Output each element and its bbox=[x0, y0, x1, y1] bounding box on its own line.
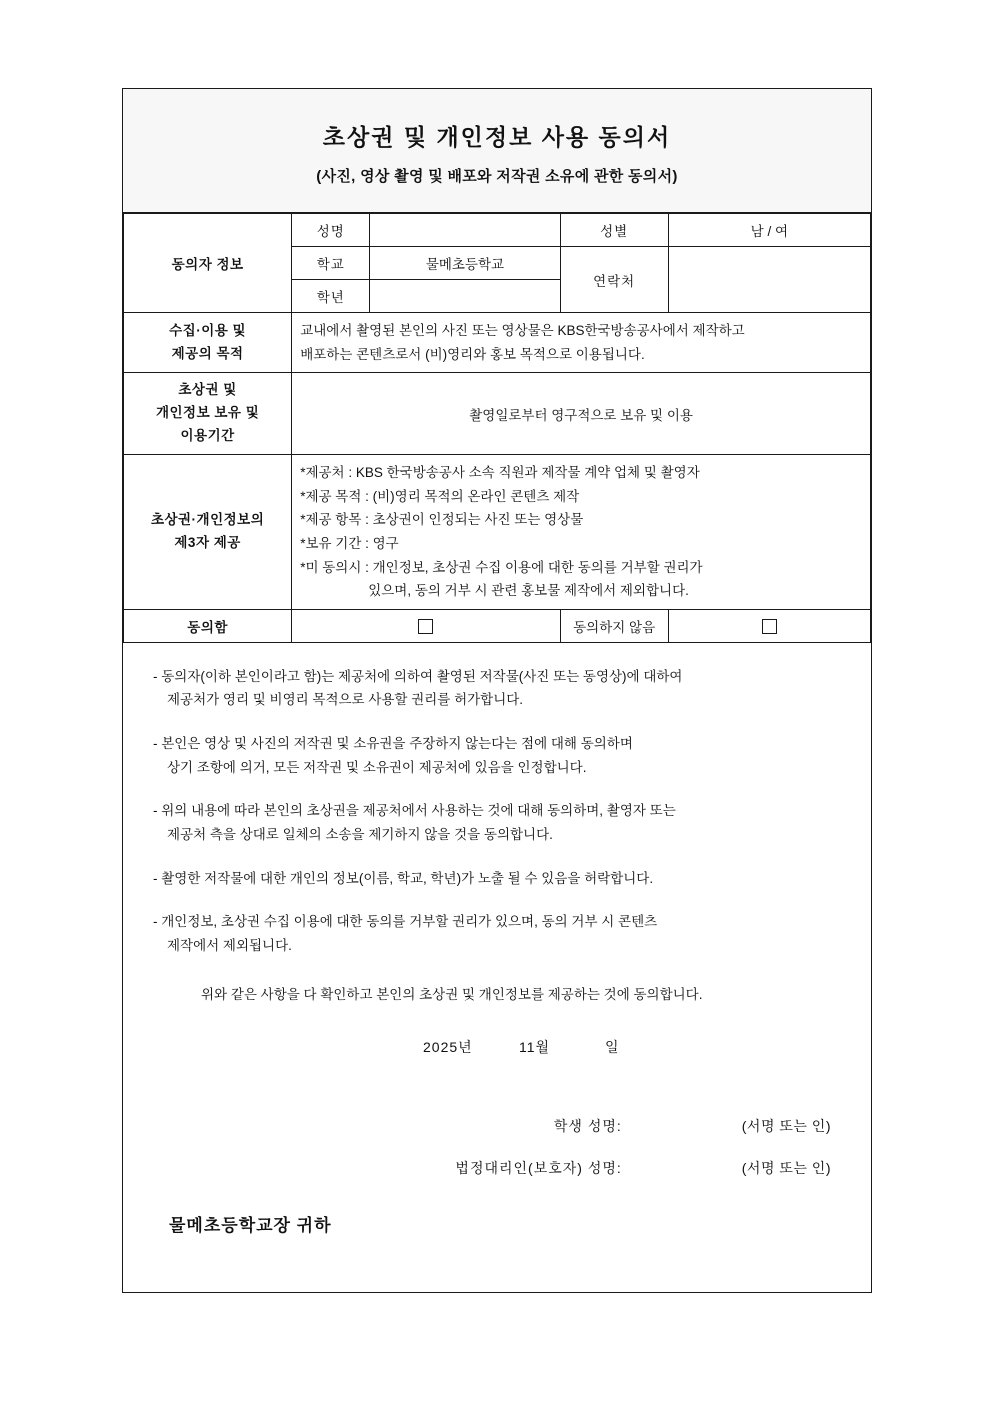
term-line: - 위의 내용에 따라 본인의 초상권을 제공처에서 사용하는 것에 대해 동의하며, 촬영자 또는 bbox=[153, 803, 676, 819]
page-subtitle: (사진, 영상 촬영 및 배포와 저작권 소유에 관한 동의서) bbox=[316, 168, 678, 185]
term-item bbox=[153, 867, 841, 891]
table-row bbox=[124, 214, 871, 247]
contact-label: 연락처 bbox=[560, 247, 668, 313]
date-month: 11월 bbox=[519, 1039, 551, 1056]
purpose-text-line1: 교내에서 촬영된 본인의 사진 또는 영상물은 KBS한국방송공사에서 제작하고 bbox=[300, 323, 745, 338]
checkbox-empty-icon[interactable] bbox=[418, 619, 433, 634]
purpose-text-line2: 배포하는 콘텐츠로서 (비)영리와 홍보 목적으로 이용됩니다. bbox=[300, 346, 645, 362]
confirmation-text: 위와 같은 사항을 다 확인하고 본인의 초상권 및 개인정보를 제공하는 것에 동의합니다. bbox=[201, 987, 703, 1003]
purpose-text bbox=[292, 313, 871, 373]
page-title: 초상권 및 개인정보 사용 동의서 bbox=[322, 124, 672, 150]
retention-label-line2: 개인정보 보유 및 bbox=[155, 405, 260, 421]
term-line: - 촬영한 저작물에 대한 개인의 정보(이름, 학교, 학년)가 노출 될 수 있음을 허락합니다. bbox=[153, 870, 654, 886]
contact-field[interactable] bbox=[668, 247, 870, 313]
table-row bbox=[124, 313, 871, 373]
signature-block bbox=[153, 1114, 841, 1181]
table-row bbox=[124, 373, 871, 455]
thirdparty-item: *제공 목적 : (비)영리 목적의 온라인 콘텐츠 제작 bbox=[300, 488, 580, 504]
purpose-label-line2: 제공의 목적 bbox=[171, 345, 244, 361]
name-field[interactable] bbox=[370, 214, 560, 247]
consenter-info-label: 동의자 정보 bbox=[124, 214, 292, 313]
term-item bbox=[153, 910, 841, 957]
thirdparty-item: *미 동의시 : 개인정보, 초상권 수집 이용에 대한 동의를 거부할 권리가 bbox=[300, 559, 703, 575]
guardian-signature-label: 법정대리인(보호자) 성명: bbox=[455, 1160, 622, 1177]
agree-label: 동의함 bbox=[124, 609, 292, 642]
table-row bbox=[124, 609, 871, 642]
grade-label: 학년 bbox=[292, 280, 370, 313]
school-field[interactable]: 물메초등학교 bbox=[370, 247, 560, 280]
purpose-label-line1: 수집·이용 및 bbox=[169, 322, 247, 338]
thirdparty-item: *제공처 : KBS 한국방송공사 소속 직원과 제작물 계약 업체 및 촬영자 bbox=[300, 465, 700, 481]
grade-field[interactable] bbox=[370, 280, 560, 313]
term-line: 상기 조항에 의거, 모든 저작권 및 소유권이 제공처에 있음을 인정합니다. bbox=[167, 759, 587, 775]
thirdparty-label bbox=[124, 455, 292, 610]
table-row bbox=[124, 455, 871, 610]
term-line: 제공처가 영리 및 비영리 목적으로 사용할 권리를 허가합니다. bbox=[167, 692, 524, 708]
retention-label-line1: 초상권 및 bbox=[178, 382, 237, 398]
consent-form-page bbox=[122, 88, 872, 1293]
term-line: 제작에서 제외됩니다. bbox=[167, 937, 292, 953]
term-line: - 본인은 영상 및 사진의 저작권 및 소유권을 주장하지 않는다는 점에 대해 동의하며 bbox=[153, 736, 633, 752]
student-signature-label: 학생 성명: bbox=[553, 1117, 622, 1134]
gender-label: 성별 bbox=[560, 214, 668, 247]
term-item bbox=[153, 665, 841, 712]
disagree-checkbox-cell[interactable] bbox=[668, 609, 870, 642]
thirdparty-label-line1: 초상권·개인정보의 bbox=[150, 512, 265, 527]
thirdparty-label-line2: 제3자 제공 bbox=[174, 534, 241, 550]
terms-section bbox=[123, 643, 871, 1293]
thirdparty-item-continued: 있으며, 동의 거부 시 관련 홍보물 제작에서 제외합니다. bbox=[368, 583, 689, 599]
consent-form-table bbox=[123, 213, 871, 643]
term-item bbox=[153, 799, 841, 846]
school-label: 학교 bbox=[292, 247, 370, 280]
date-line bbox=[153, 1035, 841, 1060]
title-block bbox=[123, 89, 871, 213]
guardian-signature-note: (서명 또는 인) bbox=[741, 1160, 831, 1177]
thirdparty-item: *제공 항목 : 초상권이 인정되는 사진 또는 영상물 bbox=[300, 512, 584, 528]
agree-checkbox-cell[interactable] bbox=[292, 609, 560, 642]
date-day: 일 bbox=[605, 1039, 620, 1056]
thirdparty-items bbox=[292, 455, 871, 610]
retention-label bbox=[124, 373, 292, 455]
checkbox-empty-icon[interactable] bbox=[762, 619, 777, 634]
name-label: 성명 bbox=[292, 214, 370, 247]
retention-text: 촬영일로부터 영구적으로 보유 및 이용 bbox=[292, 373, 871, 455]
guardian-signature-row bbox=[153, 1156, 831, 1181]
retention-label-line3: 이용기간 bbox=[180, 428, 235, 444]
date-year: 2025년 bbox=[423, 1039, 473, 1056]
disagree-label: 동의하지 않음 bbox=[560, 609, 668, 642]
term-line: - 동의자(이하 본인이라고 함)는 제공처에 의하여 촬영된 저작물(사진 또는 동영상)에 대하여 bbox=[153, 668, 683, 684]
purpose-label bbox=[124, 313, 292, 373]
gender-field[interactable]: 남 / 여 bbox=[668, 214, 870, 247]
term-item bbox=[153, 732, 841, 779]
term-line: 제공처 측을 상대로 일체의 소송을 제기하지 않을 것을 동의합니다. bbox=[167, 826, 553, 842]
thirdparty-item: *보유 기간 : 영구 bbox=[300, 535, 399, 551]
term-line: - 개인정보, 초상권 수집 이용에 대한 동의를 거부할 권리가 있으며, 동의 거부 시 콘텐츠 bbox=[153, 914, 658, 930]
school-footer: 물메초등학교장 귀하 bbox=[169, 1215, 332, 1235]
student-signature-row bbox=[153, 1114, 831, 1139]
student-signature-note: (서명 또는 인) bbox=[741, 1117, 831, 1134]
